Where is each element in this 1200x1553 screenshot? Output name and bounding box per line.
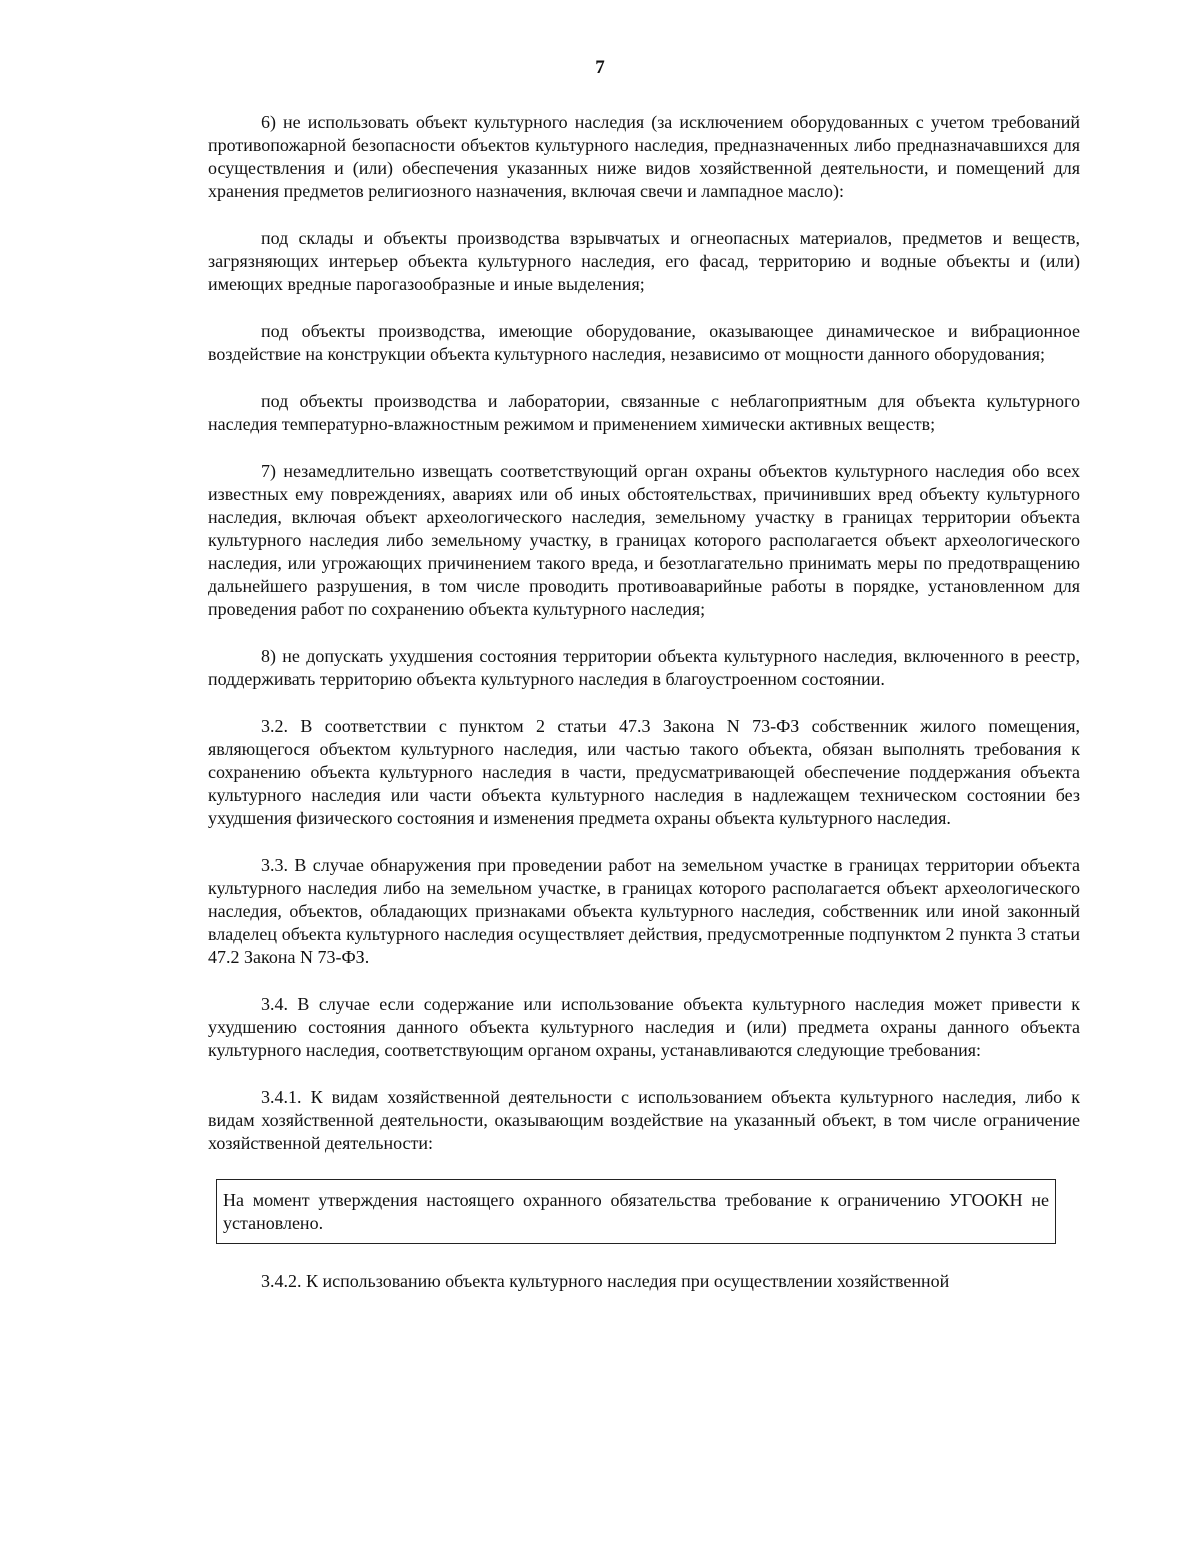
paragraph-item-7: 7) незамедлительно извещать соответствующий орган охраны объектов культурного наследия обо всех известных ему повреждениях, авариях или об иных обстоятельствах, причинивших вред объекту культурного наследия, включая объект археологического наследия, земельному участку в границах территории объекта культурного наследия либо земельному участку, в границах которого располагается объект археологического наследия, или угрожающих причинением такого вреда, и безотлагательно принимать меры по предотвращению дальнейшего разрушения, в том числе проводить противоаварийные работы в порядке, установленном для проведения работ по сохранению объекта культурного наследия; xyxy=(208,461,1080,619)
paragraph-warehouses: под склады и объекты производства взрывчатых и огнеопасных материалов, предметов и веществ, загрязняющих интерьер объекта культурного наследия, его фасад, территорию и водные объекты и (или) имеющих вредные парогазообразные и иные выделения; xyxy=(208,228,1080,294)
paragraph-laboratories: под объекты производства и лаборатории, связанные с неблагоприятным для объекта культурного наследия температурно-влажностным режимом и применением химически активных веществ; xyxy=(208,391,1080,434)
paragraph-vibration: под объекты производства, имеющие оборудование, оказывающее динамическое и вибрационное воздействие на конструкции объекта культурного наследия, независимо от мощности данного оборудования; xyxy=(208,321,1080,364)
boxed-note: На момент утверждения настоящего охранного обязательства требование к ограничению УГООКН не установлено. xyxy=(216,1179,1056,1244)
paragraph-item-6: 6) не использовать объект культурного наследия (за исключением оборудованных с учетом требований противопожарной безопасности объектов культурного наследия, предназначенных либо предназначавшихся для осуществления и (или) обеспечения указанных ниже видов хозяйственной деятельности, и помещений для хранения предметов религиозного назначения, включая свечи и лампадное масло): xyxy=(208,112,1080,201)
paragraph-3-4-2: 3.4.2. К использованию объекта культурного наследия при осуществлении хозяйственной xyxy=(261,1271,950,1291)
paragraph-3-2: 3.2. В соответствии с пунктом 2 статьи 47.3 Закона N 73-ФЗ собственник жилого помещения, являющегося объектом культурного наследия, или частью такого объекта, обязан выполнять требования к сохранению объекта культурного наследия в части, предусматривающей обеспечение поддержания объекта культурного наследия или части объекта культурного наследия в надлежащем техническом состоянии без ухудшения физического состояния и изменения предмета охраны объекта культурного наследия. xyxy=(208,716,1080,828)
paragraph-item-8: 8) не допускать ухудшения состояния территории объекта культурного наследия, включенного в реестр, поддерживать территорию объекта культурного наследия в благоустроенном состоянии. xyxy=(208,646,1080,689)
document-body xyxy=(208,111,1080,1293)
paragraph-3-3: 3.3. В случае обнаружения при проведении работ на земельном участке в границах территории объекта культурного наследия либо на земельном участке, в границах которого располагается объект археологического наследия, объектов, обладающих признаками объекта культурного наследия, собственник или иной законный владелец объекта культурного наследия осуществляет действия, предусмотренные подпунктом 2 пункта 3 статьи 47.2 Закона N 73-ФЗ. xyxy=(208,855,1080,967)
paragraph-3-4: 3.4. В случае если содержание или использование объекта культурного наследия может привести к ухудшению состояния данного объекта культурного наследия и (или) предмета охраны данного объекта культурного наследия, соответствующим органом охраны, устанавливаются следующие требования: xyxy=(208,994,1080,1060)
paragraph-3-4-1: 3.4.1. К видам хозяйственной деятельности с использованием объекта культурного наследия, либо к видам хозяйственной деятельности, оказывающим воздействие на указанный объект, в том числе ограничение хозяйственной деятельности: xyxy=(208,1087,1080,1153)
page-number: 7 xyxy=(595,57,605,78)
